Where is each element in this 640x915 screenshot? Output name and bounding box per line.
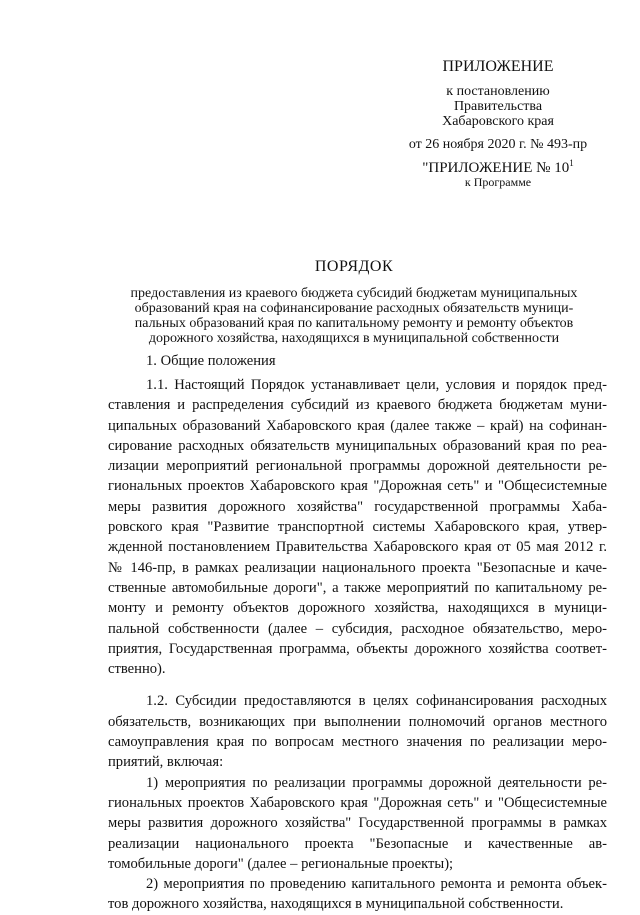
- document-title: ПОРЯДОК: [314, 258, 394, 275]
- program-reference: к Программе: [464, 175, 532, 189]
- resolution-date: от 26 ноября 2020 г. № 493-пр: [408, 137, 588, 152]
- paragraph-1-1: 1.1. Настоящий Порядок устанавливает цели, условия и порядок представления и распределения субсидий из краевого бюджета бюджетам муниципальных образований Хабаровского края (далее также – край) на софинансирование расходных обязательств муниципальных образований края по реализации мероприятий региональной программы дорожной деятельности региональных проектов Хабаровского края "Дорожная сеть" и "Общесистемные меры развития дорожного хозяйства" государственной программы Хабаровского края "Развитие транспортной системы Хабаровского края, утвержденной постановлением Правительства Хабаровского края от 05 мая 2012 г. № 146-пр, в рамках реализации национального проекта "Безопасные и качественные автомобильные дороги", а также мероприятий по капитальному ремонту и ремонту объектов дорожного хозяйства, находящихся в муниципальной собственности (далее – субсидия, расходное обязательство, мероприятия, Государственная программа, объекты дорожного хозяйства соответственно).: [108, 377, 607, 678]
- appendix-number: [398, 160, 598, 176]
- subtitle-line-2: образований края на софинансирование расходных обязательств муници-: [134, 301, 574, 316]
- appendix-number-text: "ПРИЛОЖЕНИЕ № 10: [422, 160, 570, 176]
- subtitle-line-1: предоставления из краевого бюджета субсидий бюджетам муниципальных: [130, 286, 578, 301]
- region-line: Хабаровского края: [442, 114, 554, 129]
- resolution-line: к постановлению: [446, 84, 550, 99]
- paragraph-1-2: 1.2. Субсидии предоставляются в целях софинансирования расходных обязательств, возникающих при выполнении полномочий органов местного самоуправления края по вопросам местного значения по реализации мероприятий, включая:: [108, 693, 607, 771]
- appendix-number-superscript: 1: [569, 158, 574, 168]
- list-item-2: 2) мероприятия по проведению капитального ремонта и ремонта объектов дорожного хозяйства, находящихся в муниципальной собственности.: [108, 876, 607, 913]
- list-item-1: 1) мероприятия по реализации программы дорожной деятельности региональных проектов Хабаровского края "Дорожная сеть" и "Общесистемные меры развития дорожного хозяйства" Государственной программы в рамках реализации национального проекта "Безопасные и качественные автомобильные дороги" (далее – региональные проекты);: [108, 774, 607, 872]
- document-body: [108, 352, 607, 915]
- subtitle-line-4: дорожного хозяйства, находящихся в муниципальной собственности: [148, 331, 560, 346]
- government-line: Правительства: [453, 99, 543, 114]
- appendix-header: [398, 58, 598, 189]
- section-heading: 1. Общие положения: [146, 353, 276, 369]
- subtitle-line-3: пальных образований края по капитальному ремонту и ремонту объектов: [134, 316, 574, 331]
- document-title-block: [100, 258, 608, 346]
- appendix-title: ПРИЛОЖЕНИЕ: [442, 58, 554, 75]
